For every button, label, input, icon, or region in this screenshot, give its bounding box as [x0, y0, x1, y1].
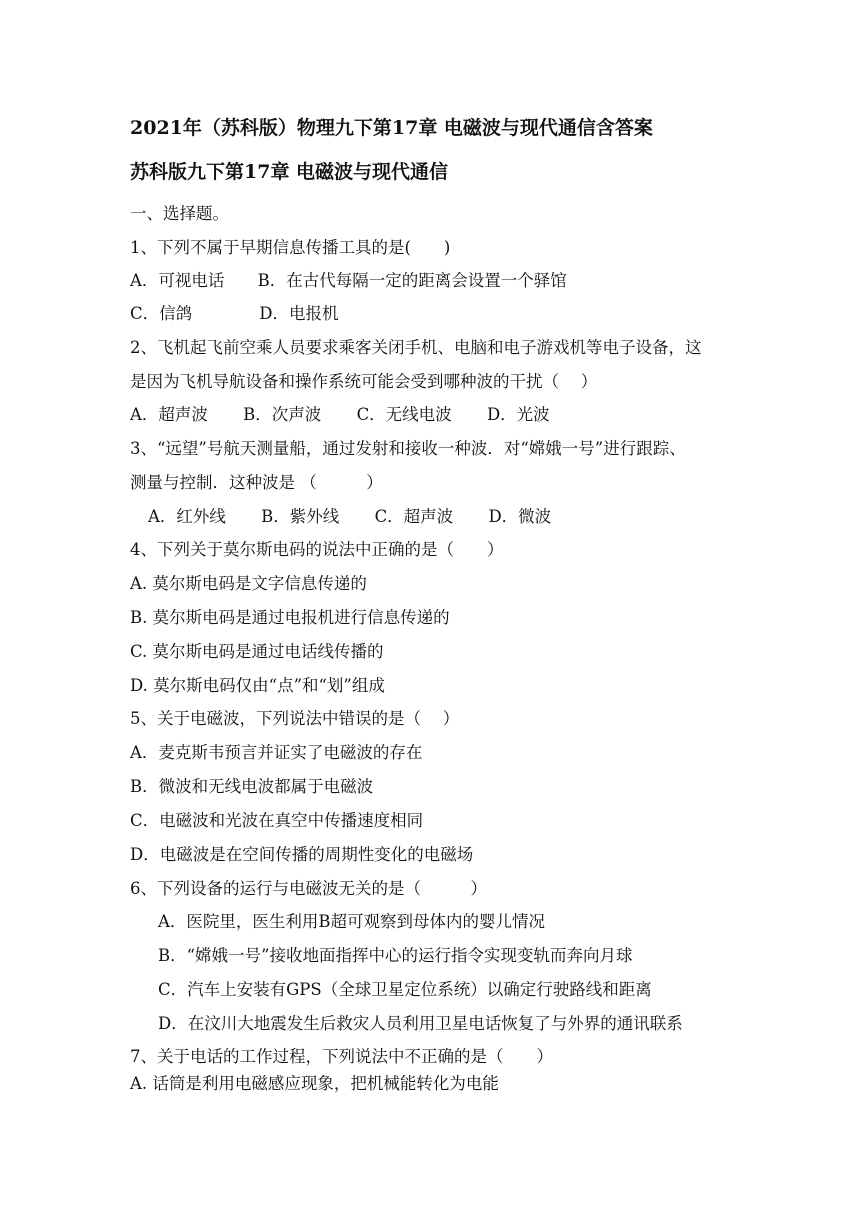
- question-6-option-b: B．“嫦娥一号”接收地面指挥中心的运行指令实现变轨而奔向月球: [158, 946, 633, 965]
- question-3-stem-line-1: 3、“远望”号航天测量船，通过发射和接收一种波．对“嫦娥一号”进行跟踪、: [130, 439, 686, 458]
- question-6-option-d: D．在汶川大地震发生后救灾人员利用卫星电话恢复了与外界的通讯联系: [158, 1014, 683, 1033]
- question-2-option-d: D．光波: [486, 405, 550, 424]
- question-2-options: [130, 405, 550, 425]
- question-1-option-a: A．可视电话: [130, 271, 225, 290]
- section-title: 苏科版九下第17章 电磁波与现代通信: [130, 161, 449, 183]
- question-4-option-b: B. 莫尔斯电码是通过电报机进行信息传递的: [130, 608, 450, 627]
- question-5-option-c: C．电磁波和光波在真空中传播速度相同: [130, 811, 424, 830]
- question-3-option-c: C．超声波: [374, 507, 454, 526]
- question-2-option-a: A．超声波: [130, 405, 208, 424]
- question-2-option-c: C．无线电波: [356, 405, 452, 424]
- question-5-option-d: D．电磁波是在空间传播的周期性变化的电磁场: [130, 845, 474, 864]
- question-1-option-c: C．信鸽: [130, 304, 193, 323]
- question-6-stem: 6、下列设备的运行与电磁波无关的是（ ）: [130, 879, 487, 898]
- question-6-option-c: C．汽车上安装有GPS（全球卫星定位系统）以确定行驶路线和距离: [158, 980, 652, 999]
- question-1-stem: 1、下列不属于早期信息传播工具的是( ): [130, 238, 451, 257]
- question-6-option-a: A．医院里，医生利用B超可观察到母体内的婴儿情况: [158, 912, 546, 931]
- part-heading: 一、选择题。: [130, 204, 229, 223]
- question-7-stem: 7、关于电话的工作过程，下列说法中不正确的是（ ）: [130, 1047, 553, 1066]
- question-1-option-b: B．在古代每隔一定的距离会设置一个驿馆: [257, 271, 567, 290]
- question-4-option-c: C. 莫尔斯电码是通过电话线传播的: [130, 642, 384, 661]
- question-4-stem: 4、下列关于莫尔斯电码的说法中正确的是（ ）: [130, 540, 504, 559]
- question-1-options-row-1: [130, 271, 567, 291]
- question-1-option-d: D．电报机: [259, 304, 339, 323]
- question-4-option-d: D. 莫尔斯电码仅由“点”和“划”组成: [130, 676, 385, 695]
- question-3-options: [148, 507, 551, 527]
- question-5-option-a: A．麦克斯韦预言并证实了电磁波的存在: [130, 743, 423, 762]
- question-3-option-a: A．红外线: [148, 507, 226, 526]
- question-3-option-b: B．紫外线: [261, 507, 340, 526]
- question-7-option-a: A. 话筒是利用电磁感应现象，把机械能转化为电能: [130, 1074, 499, 1093]
- question-5-option-b: B．微波和无线电波都属于电磁波: [130, 777, 374, 796]
- question-3-stem-line-2: 测量与控制．这种波是 （ ）: [130, 473, 383, 492]
- question-2-stem-line-1: 2、飞机起飞前空乘人员要求乘客关闭手机、电脑和电子游戏机等电子设备，这: [130, 338, 702, 357]
- question-4-option-a: A. 莫尔斯电码是文字信息传递的: [130, 574, 367, 593]
- question-3-option-d: D．微波: [488, 507, 552, 526]
- question-2-option-b: B．次声波: [243, 405, 322, 424]
- document-title: 2021年（苏科版）物理九下第17章 电磁波与现代通信含答案: [130, 117, 653, 139]
- question-2-stem-line-2: 是因为飞机导航设备和操作系统可能会受到哪种波的干扰（ ）: [130, 372, 598, 391]
- question-1-options-row-2: [130, 304, 338, 324]
- question-5-stem: 5、关于电磁波，下列说法中错误的是（ ）: [130, 709, 460, 728]
